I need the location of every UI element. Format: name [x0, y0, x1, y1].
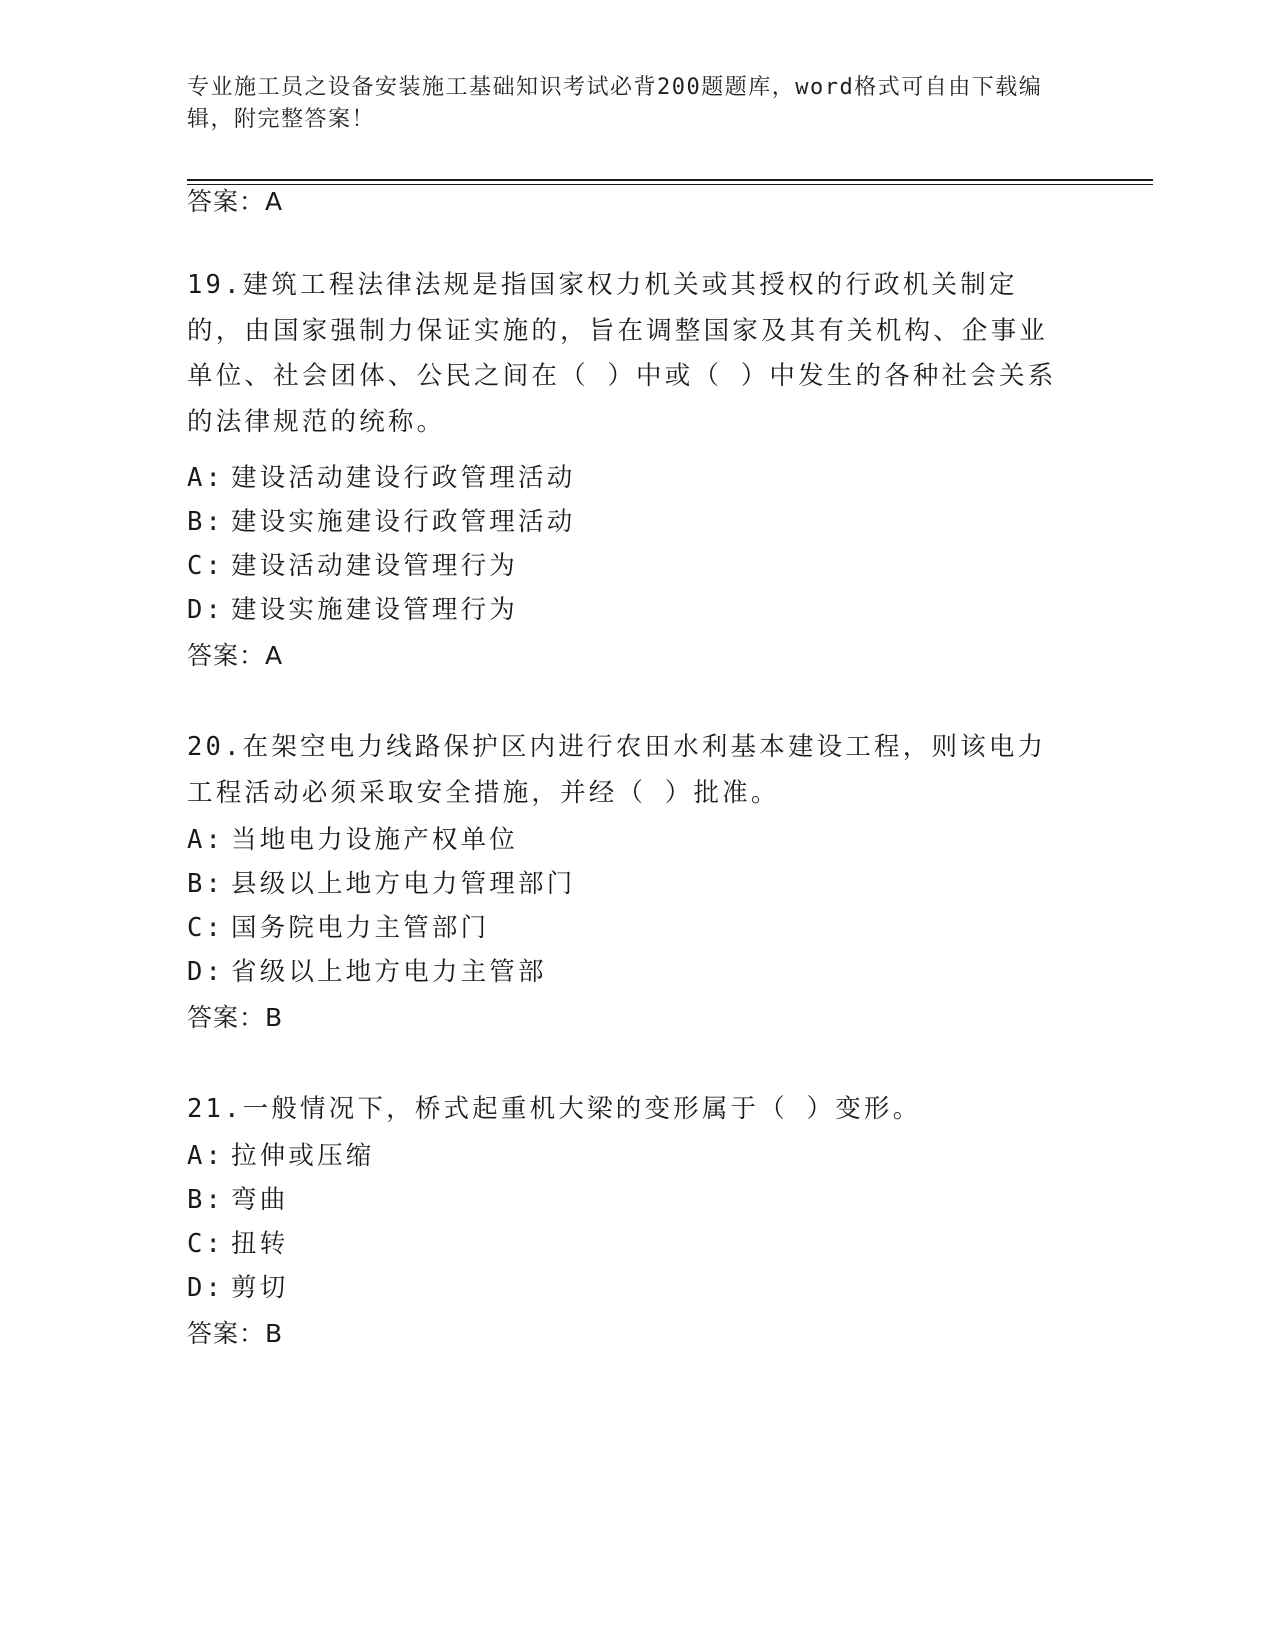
option-text: 建设实施建设管理行为: [231, 595, 519, 625]
question-21-stem: 21.一般情况下，桥式起重机大梁的变形属于（ ）变形。: [187, 1094, 922, 1124]
option-key: C:: [187, 913, 225, 943]
option-key: D:: [187, 1273, 225, 1303]
question-20-answer: 答案：B: [187, 1003, 284, 1032]
option-key: A:: [187, 463, 225, 493]
question-21-option-b: [187, 1180, 288, 1220]
question-21-option-c: [187, 1224, 288, 1264]
question-19-option-d: [187, 590, 518, 630]
question-20-option-a: [187, 820, 518, 860]
header-divider-thick: [187, 179, 1153, 181]
option-key: B:: [187, 1185, 225, 1215]
question-19-option-a: [187, 458, 575, 498]
option-key: C:: [187, 1229, 225, 1259]
option-key: D:: [187, 595, 225, 625]
option-text: 当地电力设施产权单位: [231, 825, 519, 855]
question-19-option-b: [187, 502, 575, 542]
option-text: 弯曲: [231, 1185, 289, 1215]
option-key: D:: [187, 957, 225, 987]
question-21-answer: 答案：B: [187, 1319, 284, 1348]
question-19-stem: 19.建筑工程法律法规是指国家权力机关或其授权的行政机关制定的，由国家强制力保证实施的，旨在调整国家及其有关机构、企事业单位、社会团体、公民之间在（ ）中或（ ）中发生的各种社会关系的法律规范的统称。: [187, 270, 1057, 437]
option-text: 建设活动建设行政管理活动: [231, 463, 576, 493]
option-text: 国务院电力主管部门: [231, 913, 490, 943]
option-key: C:: [187, 551, 225, 581]
option-text: 剪切: [231, 1273, 289, 1303]
option-text: 省级以上地方电力主管部: [231, 957, 547, 987]
option-text: 建设活动建设管理行为: [231, 551, 519, 581]
question-20-option-d: [187, 952, 547, 992]
option-text: 扭转: [231, 1229, 289, 1259]
option-key: B:: [187, 507, 225, 537]
option-key: B:: [187, 869, 225, 899]
question-21-option-a: [187, 1136, 375, 1176]
option-text: 拉伸或压缩: [231, 1141, 375, 1171]
question-21-option-d: [187, 1268, 288, 1308]
option-key: A:: [187, 1141, 225, 1171]
option-key: A:: [187, 825, 225, 855]
question-20-option-b: [187, 864, 575, 904]
header-divider-thin: [187, 184, 1153, 185]
question-20-stem: 20.在架空电力线路保护区内进行农田水利基本建设工程，则该电力工程活动必须采取安全措施，并经（ ）批准。: [187, 732, 1047, 808]
question-19-option-c: [187, 546, 518, 586]
option-text: 建设实施建设行政管理活动: [231, 507, 576, 537]
question-20-option-c: [187, 908, 489, 948]
option-text: 县级以上地方电力管理部门: [231, 869, 576, 899]
document-header-title: 专业施工员之设备安装施工基础知识考试必背200题题库，word格式可自由下载编辑，附完整答案！: [187, 75, 1043, 132]
question-19-answer: 答案：A: [187, 641, 284, 670]
previous-question-answer: 答案：A: [187, 187, 284, 216]
